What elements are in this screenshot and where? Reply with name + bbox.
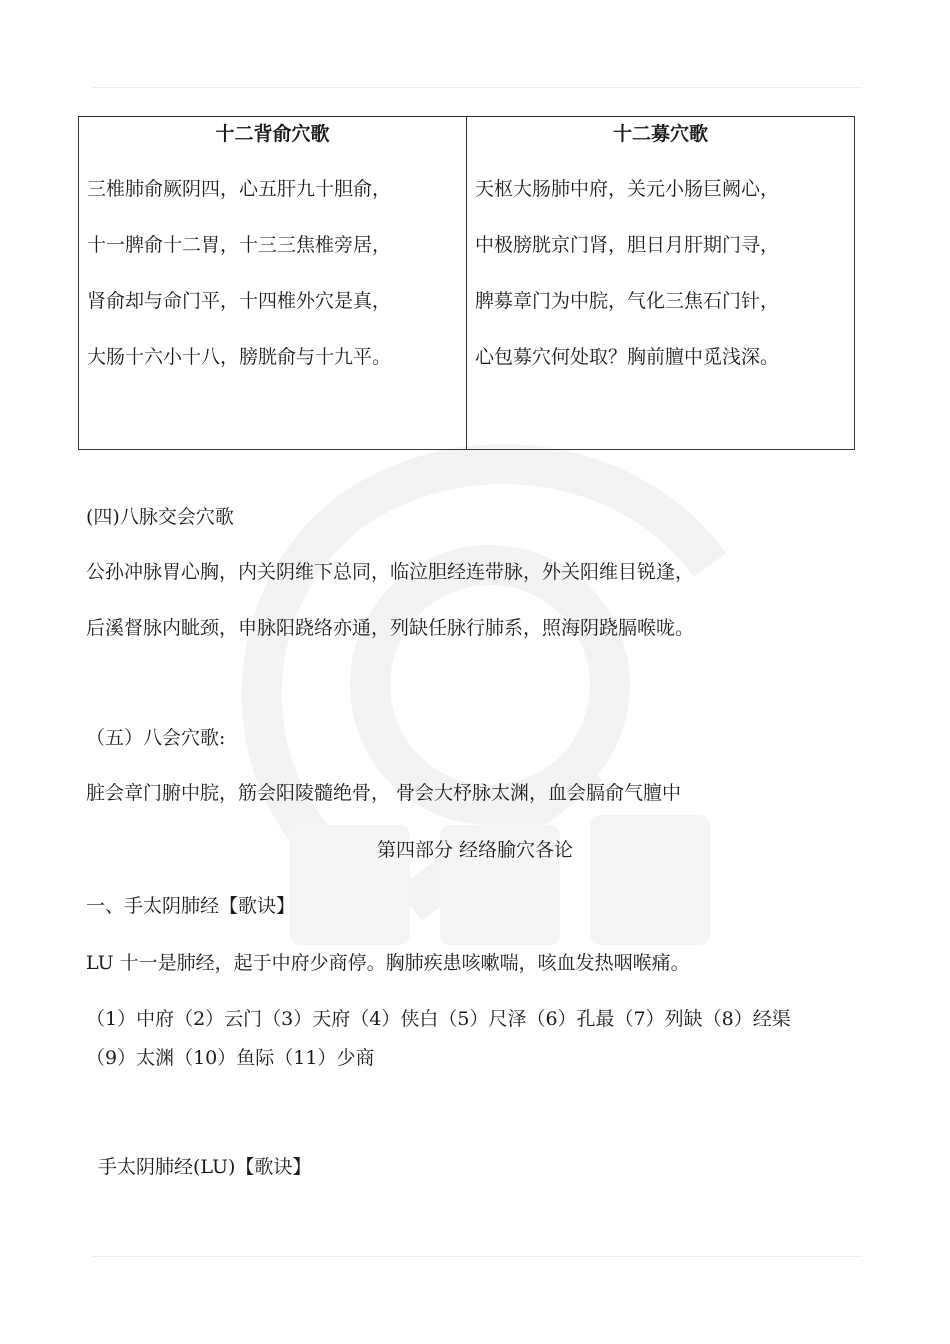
- verse-line: 公孙冲脉胃心胸，内关阴维下总同，临泣胆经连带脉，外关阳维目锐逢，: [86, 561, 695, 583]
- section-heading: 一、手太阴肺经【歌诀】: [86, 895, 296, 917]
- poem-title: 十二募穴歌: [612, 123, 708, 145]
- points-list: （1）中府（2）云门（3）天府（4）侠白（5）尺泽（6）孔最（7）列缺（8）经渠: [86, 1008, 791, 1030]
- poem-column-front-mu: [467, 117, 854, 449]
- verse-line: LU 十一是肺经，起于中府少商停。胸肺疾患咳嗽喘，咳血发热咽喉痛。: [86, 952, 690, 974]
- footer-rule: [92, 1256, 862, 1257]
- verse-line: 脏会章门腑中脘，筋会阳陵髓绝骨， 骨会大杼脉太渊，血会膈俞气膻中: [86, 782, 682, 804]
- poem-line: 脾募章门为中脘，气化三焦石门针，: [475, 290, 780, 312]
- poem-line: 三椎肺俞厥阴四，心五肝九十胆俞，: [87, 178, 392, 200]
- poem-column-back-shu: [79, 117, 467, 449]
- poem-table: [78, 116, 855, 450]
- section-heading: （五）八会穴歌:: [86, 727, 226, 749]
- section-subheading: 手太阴肺经(LU)【歌诀】: [98, 1156, 312, 1178]
- section-heading: (四)八脉交会穴歌: [86, 506, 234, 528]
- poem-line: 大肠十六小十八，膀胱俞与十九平。: [87, 346, 392, 368]
- header-rule: [92, 87, 862, 88]
- points-list: （9）太渊（10）鱼际（11）少商: [86, 1047, 375, 1069]
- verse-line: 后溪督脉内眦颈，申脉阳跷络亦通，列缺任脉行肺系，照海阴跷膈喉咙。: [86, 617, 695, 639]
- poem-line: 天枢大肠肺中府，关元小肠巨阙心，: [475, 178, 780, 200]
- part-title: 第四部分 经络腧穴各论: [376, 839, 574, 861]
- poem-title: 十二背俞穴歌: [215, 123, 330, 145]
- poem-line: 十一脾俞十二胃，十三三焦椎旁居，: [87, 234, 392, 256]
- poem-line: 中极膀胱京门肾，胆日月肝期门寻，: [475, 234, 780, 256]
- poem-line: 肾俞却与命门平，十四椎外穴是真，: [87, 290, 392, 312]
- poem-line: 心包募穴何处取？胸前膻中觅浅深。: [475, 346, 780, 368]
